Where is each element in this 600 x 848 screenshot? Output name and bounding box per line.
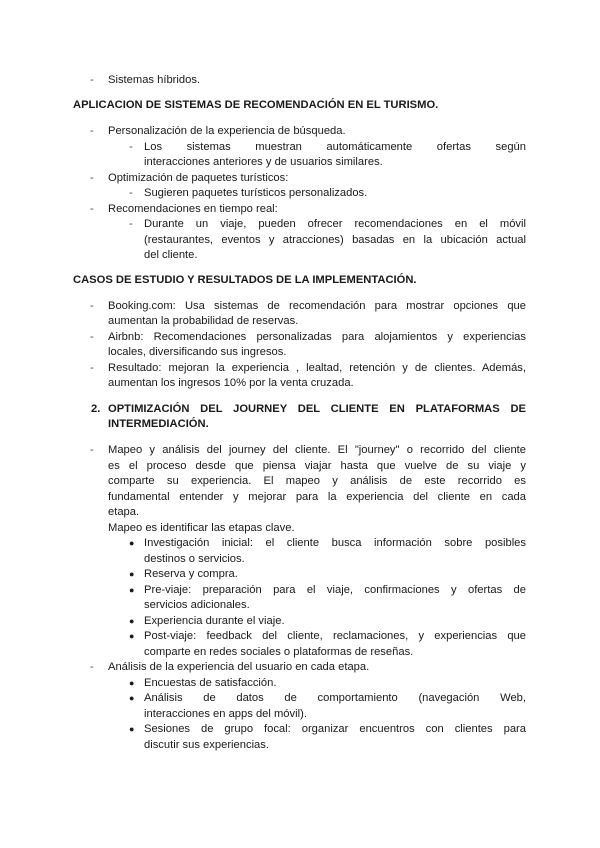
- dash-marker: -: [90, 300, 94, 312]
- bullet-dot: ●: [129, 631, 135, 641]
- sub-item-line: (restaurantes, eventos y atracciones) basadas en la ubicación actual: [144, 234, 526, 246]
- dash-marker: -: [90, 362, 94, 374]
- list-item-line: Airbnb: Recomendaciones personalizadas para alojamientos y experiencias: [108, 331, 526, 343]
- paragraph-line: fundamental entender y mejorar para la experiencia del cliente en cada: [108, 491, 526, 503]
- dash-marker: -: [90, 203, 94, 215]
- dash-marker: -: [129, 141, 133, 153]
- stage-item-line: servicios adicionales.: [144, 599, 250, 611]
- sub-item-line: Durante un viaje, pueden ofrecer recomendaciones en el móvil: [144, 218, 526, 230]
- sub-item-line: interacciones anteriores y de usuarios similares.: [144, 156, 383, 168]
- stage-item: Reserva y compra.: [144, 568, 238, 580]
- dash-marker: -: [90, 331, 94, 343]
- dash-marker: -: [90, 125, 94, 137]
- sub-item-line: del cliente.: [144, 249, 198, 261]
- bullet-dot: ●: [129, 569, 135, 579]
- paragraph-line: Análisis de la experiencia del usuario en cada etapa.: [108, 661, 370, 673]
- stage-item-line: Post-viaje: feedback del cliente, reclamaciones, y experiencias que: [144, 630, 526, 642]
- stage-item-line: comparte en redes sociales o plataformas de reseñas.: [144, 646, 414, 658]
- section-number: 2.: [91, 403, 101, 415]
- analysis-item-line: Sesiones de grupo focal: organizar encuentros con clientes para: [144, 723, 526, 735]
- paragraph-line: etapa.: [108, 506, 140, 518]
- sub-item-line: Los sistemas muestran automáticamente ofertas según: [144, 141, 526, 153]
- dash-marker: -: [90, 444, 94, 456]
- list-item-line: aumentan la probabilidad de reservas.: [108, 315, 299, 327]
- section-heading: CASOS DE ESTUDIO Y RESULTADOS DE LA IMPLEMENTACIÓN.: [73, 274, 417, 286]
- list-item: Recomendaciones en tiempo real:: [108, 203, 278, 215]
- list-item-line: locales, diversificando sus ingresos.: [108, 346, 287, 358]
- stage-item-line: Investigación inicial: el cliente busca información sobre posibles: [144, 537, 526, 549]
- paragraph-line: Mapeo es identificar las etapas clave.: [108, 522, 295, 534]
- bullet-dot: ●: [129, 678, 135, 688]
- stage-item-line: Pre-viaje: preparación para el viaje, confirmaciones y ofertas de: [144, 584, 526, 596]
- section-heading: APLICACION DE SISTEMAS DE RECOMENDACIÓN EN EL TURISMO.: [73, 99, 439, 111]
- list-item: Optimización de paquetes turísticos:: [108, 172, 289, 184]
- list-item-line: Booking.com: Usa sistemas de recomendación para mostrar opciones que: [108, 300, 526, 312]
- list-item-line: Resultado: mejoran la experiencia , lealtad, retención y de clientes. Además,: [108, 362, 526, 374]
- analysis-item-line: Análisis de datos de comportamiento (navegación Web,: [144, 692, 526, 704]
- sub-item-line: Sugieren paquetes turísticos personalizados.: [144, 187, 368, 199]
- analysis-item-line: discutir sus experiencias.: [144, 739, 269, 751]
- list-item: Sistemas híbridos.: [108, 74, 201, 86]
- bullet-dot: ●: [129, 693, 135, 703]
- stage-item-line: destinos o servicios.: [144, 553, 245, 565]
- section-heading-line: INTERMEDIACIÓN.: [108, 418, 209, 430]
- analysis-item: Encuestas de satisfacción.: [144, 677, 277, 689]
- section-heading-line: OPTIMIZACIÓN DEL JOURNEY DEL CLIENTE EN PLATAFORMAS DE: [108, 403, 526, 415]
- analysis-item-line: interacciones en apps del móvil).: [144, 708, 307, 720]
- dash-marker: -: [90, 74, 94, 86]
- dash-marker: -: [129, 187, 133, 199]
- paragraph-line: comparte su experiencia. El mapeo y análisis de este recorrido es: [108, 475, 526, 487]
- paragraph-line: es el proceso desde que piensa viajar hasta que vuelve de su viaje y: [108, 460, 526, 472]
- bullet-dot: ●: [129, 538, 135, 548]
- dash-marker: -: [129, 218, 133, 230]
- bullet-dot: ●: [129, 616, 135, 626]
- paragraph-line: Mapeo y análisis del journey del cliente. El "journey" o recorrido del cliente: [108, 444, 526, 456]
- stage-item: Experiencia durante el viaje.: [144, 615, 285, 627]
- dash-marker: -: [90, 661, 94, 673]
- dash-marker: -: [90, 172, 94, 184]
- bullet-dot: ●: [129, 585, 135, 595]
- list-item-line: aumentan los ingresos 10% por la venta cruzada.: [108, 377, 354, 389]
- list-item: Personalización de la experiencia de búsqueda.: [108, 125, 346, 137]
- bullet-dot: ●: [129, 724, 135, 734]
